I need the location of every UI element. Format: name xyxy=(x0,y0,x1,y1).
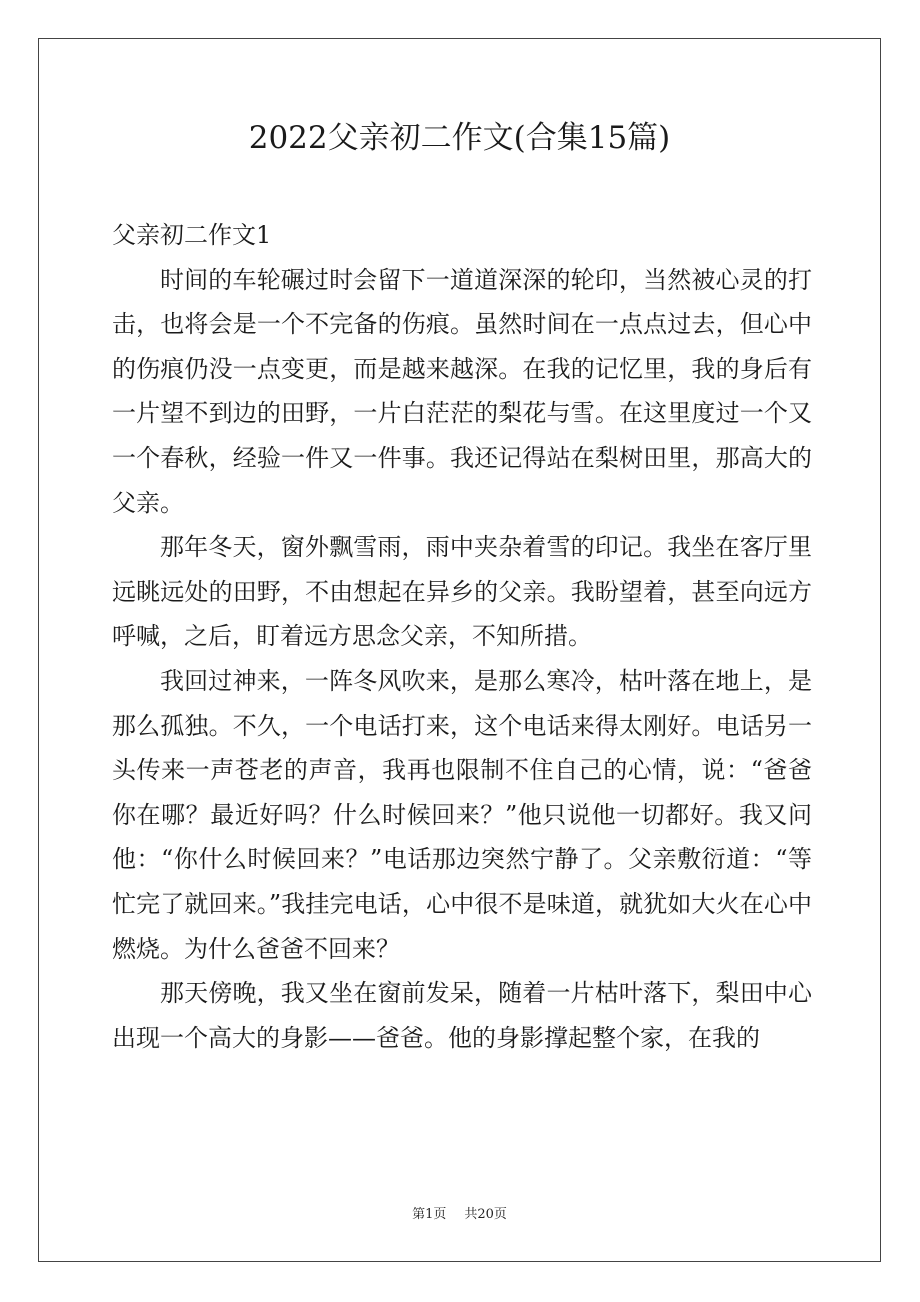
page-total: 共20页 xyxy=(464,1207,507,1222)
page-footer xyxy=(38,1206,881,1224)
document-body xyxy=(112,213,812,1060)
section-heading: 父亲初二作文1 xyxy=(112,221,272,249)
paragraph: 我回过神来，一阵冬风吹来，是那么寒冷，枯叶落在地上，是那么孤独。不久，一个电话打来，这个电话来得太刚好。电话另一头传来一声苍老的声音，我再也限制不住自己的心情，说：“爸爸你在哪？最近好吗？什么时候回来？”他只说他一切都好。我又问他：“你什么时候回来？”电话那边突然宁静了。父亲敷衍道：“等忙完了就回来。”我挂完电话，心中很不是味道，就犹如大火在心中燃烧。为什么爸爸不回来？ xyxy=(112,666,812,963)
paragraph: 时间的车轮碾过时会留下一道道深深的轮印，当然被心灵的打击，也将会是一个不完备的伤痕。虽然时间在一点点过去，但心中的伤痕仍没一点变更，而是越来越深。在我的记忆里，我的身后有一片望不到边的田野，一片白茫茫的梨花与雪。在这里度过一个又一个春秋，经验一件又一件事。我还记得站在梨树田里，那高大的父亲。 xyxy=(112,265,812,517)
document-title: 2022父亲初二作文(合集15篇) xyxy=(248,120,671,156)
paragraph: 那年冬天，窗外飘雪雨，雨中夹杂着雪的印记。我坐在客厅里远眺远处的田野，不由想起在异乡的父亲。我盼望着，甚至向远方呼喊，之后，盯着远方思念父亲，不知所措。 xyxy=(112,533,812,651)
page-number: 第1页 xyxy=(412,1207,447,1222)
paragraph: 那天傍晚，我又坐在窗前发呆，随着一片枯叶落下，梨田中心出现一个高大的身影——爸爸。他的身影撑起整个家，在我的 xyxy=(112,979,812,1052)
